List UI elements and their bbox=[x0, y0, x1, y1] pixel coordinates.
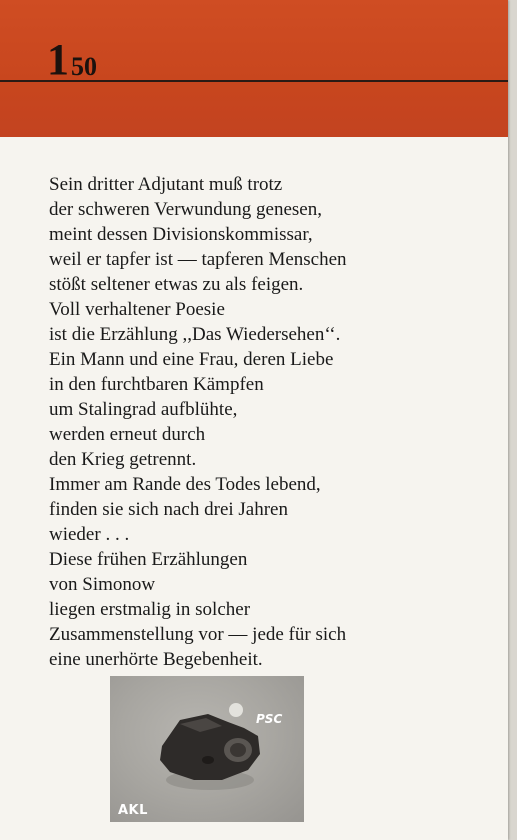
blurb-line: meint dessen Divisionskommissar, bbox=[49, 224, 313, 245]
blurb-line: stößt seltener etwas zu als feigen. bbox=[49, 274, 304, 295]
blurb-line: weil er tapfer ist — tapferen Menschen bbox=[49, 249, 347, 270]
blurb-line: um Stalingrad aufblühte, bbox=[49, 399, 238, 420]
blurb-line: werden erneut durch bbox=[49, 424, 206, 445]
stone-pit bbox=[202, 756, 214, 764]
blurb-line: von Simonow bbox=[49, 574, 156, 595]
pebble-shape bbox=[229, 703, 243, 717]
blurb-line: der schweren Verwundung genesen, bbox=[49, 199, 322, 220]
blurb-line: Ein Mann und eine Frau, deren Liebe bbox=[49, 349, 334, 370]
series-number-small: 50 bbox=[71, 52, 97, 81]
blurb-text bbox=[49, 172, 489, 672]
series-number-big: 1 bbox=[47, 35, 69, 84]
blurb-line: Voll verhaltener Poesie bbox=[49, 299, 225, 320]
blurb-line: ist die Erzählung ,,Das Wiedersehen‘‘. bbox=[49, 324, 341, 345]
stone-hollow-inner bbox=[230, 743, 246, 757]
blurb-line: liegen erstmalig in solcher bbox=[49, 599, 251, 620]
blurb-line: Immer am Rande des Todes lebend, bbox=[49, 474, 321, 495]
blurb-line: Diese frühen Erzählungen bbox=[49, 549, 248, 570]
blurb-line: Sein dritter Adjutant muß trotz bbox=[49, 174, 283, 195]
blurb-line: eine unerhörte Begebenheit. bbox=[49, 649, 263, 670]
photo-stamp-bottom: AKL bbox=[118, 803, 148, 818]
author-photo-stone bbox=[110, 676, 304, 822]
blurb-line: wieder . . . bbox=[49, 524, 130, 545]
photo-stamp-top: PSC bbox=[256, 712, 283, 726]
blurb-line: Zusammenstellung vor — jede für sich bbox=[49, 624, 347, 645]
blurb-line: finden sie sich nach drei Jahren bbox=[49, 499, 288, 520]
stone-image bbox=[110, 676, 304, 822]
blurb-line: den Krieg getrennt. bbox=[49, 449, 197, 470]
series-number bbox=[47, 35, 97, 84]
blurb-line: in den furchtbaren Kämpfen bbox=[49, 374, 264, 395]
